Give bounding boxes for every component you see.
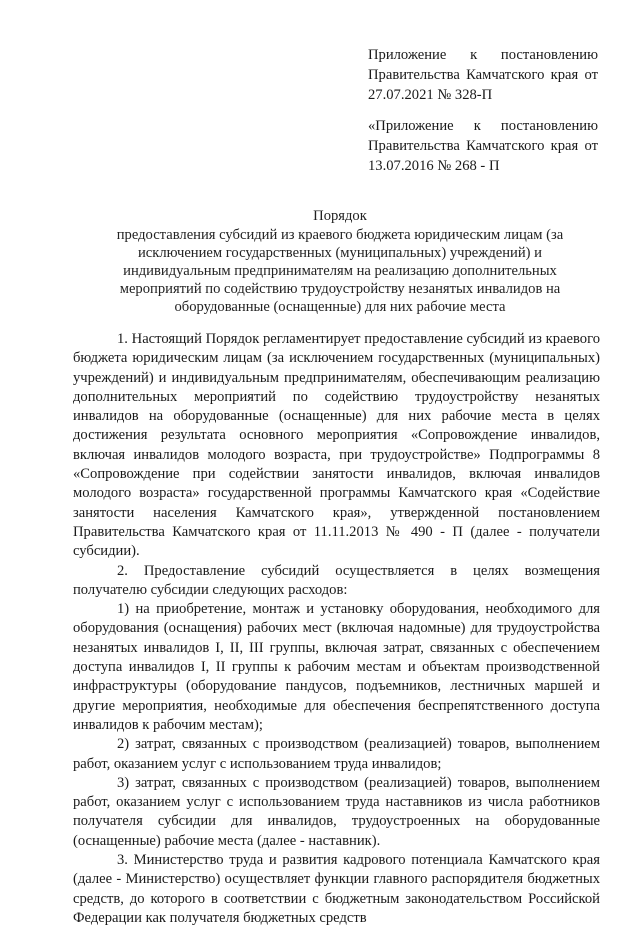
paragraph-2-item-3: 3) затрат, связанных с производством (реализацией) товаров, выполнением работ, оказанием услуг с использованием труда наставников из числа работников получателя субсидии для инвалидов, трудоустроенных на оборудованные (оснащенные) рабочие места (далее - наставник).: [73, 774, 600, 849]
document-title-block: [110, 207, 570, 316]
paragraph-2: 2. Предоставление субсидий осуществляется в целях возмещения получателю субсидии следующих расходов:: [73, 562, 600, 598]
appendix-original-reference: «Приложение к постановлению Правительства Камчатского края от 13.07.2016 № 268 - П: [368, 118, 598, 174]
document-heading: Порядок: [313, 208, 367, 224]
paragraph-2-item-1: 1) на приобретение, монтаж и установку оборудования, необходимого для оборудования (оснащения) рабочих мест (включая надомные) для трудоустройства незанятых инвалидов I, II, III группы, включая затрат, связанных с обеспечением доступа инвалидов I, II группы к рабочим местам и объектам производственной инфраструктуры (оборудование пандусов, подъемников, лестничных маршей и другие мероприятия, необходимые для обеспечения беспрепятственного доступа инвалидов к рабочим местам);: [73, 601, 600, 733]
paragraph-2-item-2: 2) затрат, связанных с производством (реализацией) товаров, выполнением работ, оказанием услуг с использованием труда инвалидов;: [73, 736, 600, 772]
paragraph-3: 3. Министерство труда и развития кадрового потенциала Камчатского края (далее - Министерство) осуществляет функции главного распорядителя бюджетных средств, до которого в соответствии с бюджетным законодательством Российской Федерации как получателя бюджетных средств: [73, 852, 600, 926]
paragraph-1: 1. Настоящий Порядок регламентирует предоставление субсидий из краевого бюджета юридическим лицам (за исключением государственных (муниципальных) учреждений) и индивидуальным предпринимателям, обеспечивающим реализацию дополнительных мероприятий по содействию трудоустройству незанятых инвалидов на оборудованные (оснащенные) для них рабочие места в целях достижения результата основного мероприятия «Сопровождение инвалидов, включая инвалидов молодого возраста, при трудоустройстве» Подпрограммы 8 «Сопровождение при содействии занятости инвалидов, включая инвалидов молодого возраста» государственной программы Камчатского края «Содействие занятости населения Камчатского края», утвержденной постановлением Правительства Камчатского края от 11.11.2013 № 490 - П (далее - получатели субсидии).: [73, 331, 600, 560]
document-subtitle: предоставления субсидий из краевого бюджета юридическим лицам (за исключением государственных (муниципальных) учреждений) и индивидуальным предпринимателям на реализацию дополнительных мероприятий по содействию трудоустройству незанятых инвалидов на оборудованные (оснащенные) для них рабочие места: [116, 227, 564, 315]
appendix-current-reference: Приложение к постановлению Правительства Камчатского края от 27.07.2021 № 328-П: [368, 47, 598, 103]
document-body: [73, 330, 600, 928]
